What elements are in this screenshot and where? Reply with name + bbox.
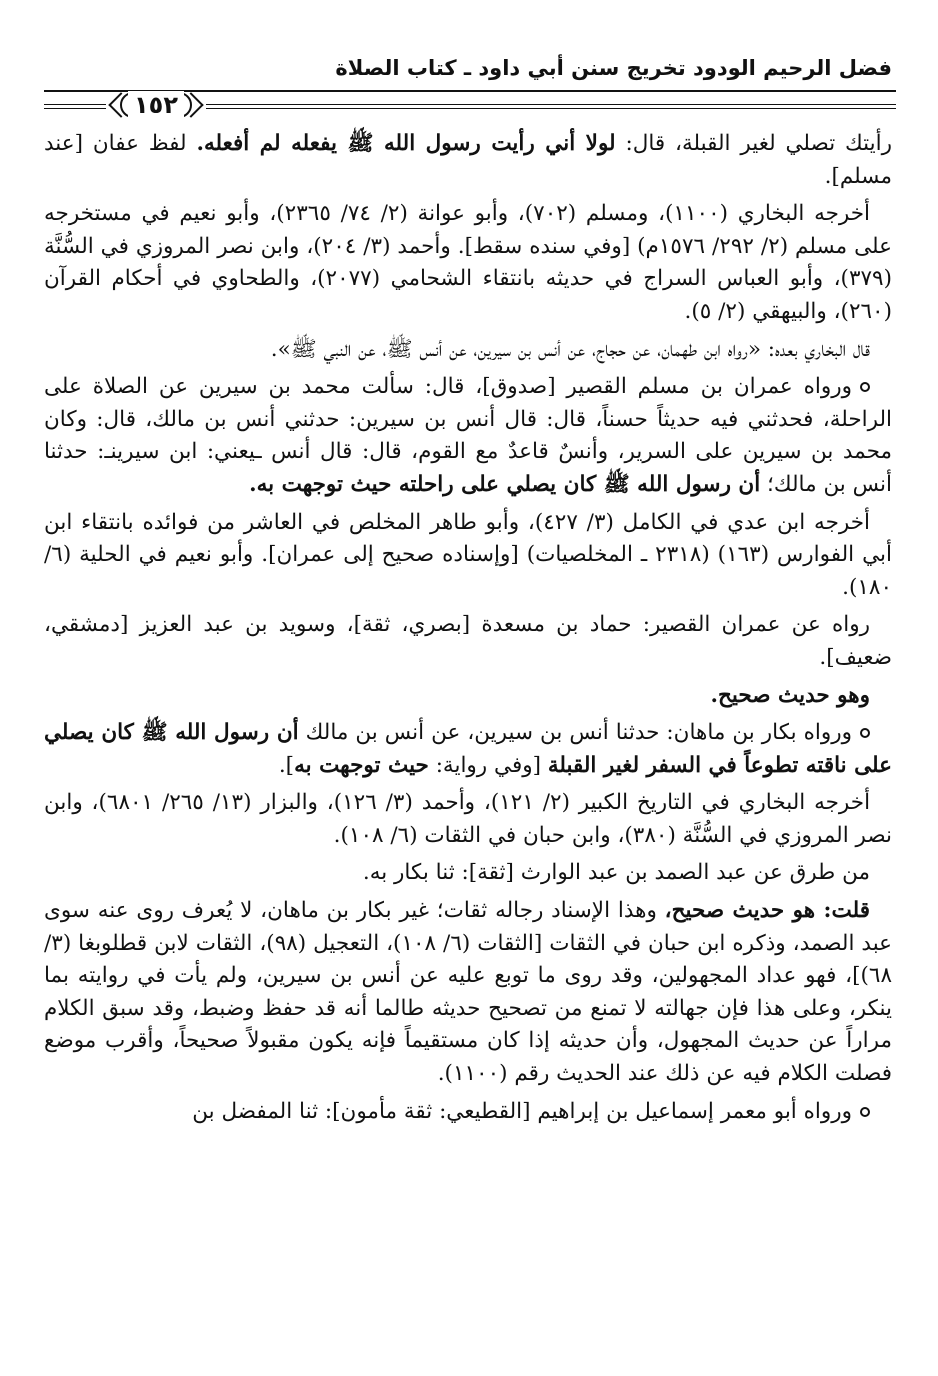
- document-page: [44, 0, 896, 1376]
- paragraph: [44, 717, 892, 782]
- paragraph: [44, 857, 892, 890]
- bold-text-segment: أن رسول الله ﷺ كان يصلي على راحلته حيث توجهت به.: [249, 471, 761, 497]
- text-segment: ].: [278, 752, 295, 778]
- text-segment: لفظ عفان [عند مسلم].: [44, 131, 892, 189]
- paragraph: [44, 680, 892, 713]
- header-rule-bottom-right: [206, 104, 896, 105]
- bold-text-segment: أن رسول الله ﷺ كان يصلي على ناقته تطوعاً في السفر لغير القبلة: [44, 720, 892, 778]
- paragraph: [44, 334, 892, 367]
- text-segment: رواه عن عمران القصير: حماد بن مسعدة [بصري، ثقة]، وسويد بن عبد العزيز [دمشقي، ضعيف].: [44, 612, 892, 670]
- header-rule-bottom-left-2: [44, 108, 106, 109]
- bold-text-segment: وهو حديث صحيح.: [710, 682, 870, 708]
- page-number: ١٥٢: [128, 91, 184, 119]
- text-segment: ورواه أبو معمر إسماعيل بن إبراهيم [القطيعي: ثقة مأمون]: ثنا المفضل بن: [192, 1098, 852, 1124]
- paragraph-bullet-icon: [860, 1107, 870, 1117]
- paragraph-bullet-icon: [860, 382, 870, 392]
- text-segment: من طرق عن عبد الصمد بن عبد الوارث [ثقة]: ثنا بكار به.: [362, 860, 870, 886]
- running-header: [44, 50, 896, 90]
- text-segment: ورواه بكار بن ماهان: حدثنا أنس بن سيرين، عن أنس بن مالك: [298, 720, 852, 746]
- paragraph: [44, 609, 892, 674]
- header-rule-bottom-right-2: [206, 108, 896, 109]
- paragraph: [44, 198, 892, 328]
- text-segment: قال البخاري بعده: «رواه ابن طهمان، عن حجاج، عن أنس بن سيرين، عن أنس ﷺ، عن النبي ﷺ».: [270, 336, 870, 362]
- bold-text-segment: حيث توجهت به: [294, 752, 429, 778]
- text-segment: أخرجه البخاري في التاريخ الكبير (٢/ ١٢١)، وأحمد (٣/ ١٢٦)، والبزار (١٣/ ٢٦٥/ ٦٨٠١)، وابن نصر المروزي في السُّنَّة (٣٨٠)، وابن حبان في الثقات (٦/ ١٠٨).: [44, 790, 892, 848]
- bold-text-segment: لولا أني رأيت رسول الله ﷺ يفعله لم أفعله.: [196, 131, 616, 156]
- text-segment: ورواه عمران بن مسلم القصير [صدوق]، قال: سألت محمد بن سيرين عن الصلاة على الراحلة، فحدثني فيه حديثاً حسناً، قال: قال أنس بن سيرين: حدثني أنس بن مالك، قال: وكان محمد بن سيرين على السرير، وأنسٌ قاعدٌ مع القوم، قال: قال أنس ـيعني: ابن سيرينـ: حدثنا أنس بن مالك؛: [44, 374, 892, 497]
- paragraph: [44, 1096, 892, 1129]
- paragraph: [44, 787, 892, 852]
- paragraph-bullet-icon: [860, 728, 870, 738]
- paragraph: [44, 128, 892, 193]
- header-rule-bottom-left: [44, 104, 106, 105]
- text-segment: أخرجه البخاري (١١٠٠)، ومسلم (٧٠٢)، وأبو عوانة (٢/ ٧٤/ ٢٣٦٥)، وأبو نعيم في مستخرجه على مسلم (٢/ ٢٩٢/ ١٥٧٦م) [وفي سنده سقط]. وأحمد (٣/ ٢٠٤)، وابن نصر المروزي في السُّنَّة (٣٧٩)، وأبو العباس السراج في حديثه بانتقاء الشحامي (٢٠٧٧)، والطحاوي في أحكام القرآن (٢٦٠)، والبيهقي (٢/ ٥).: [44, 201, 892, 324]
- text-segment: [وفي رواية:: [428, 752, 548, 778]
- text-segment: رأيتك تصلي لغير القبلة، قال:: [615, 131, 892, 156]
- paragraph: [44, 507, 892, 605]
- body-text: [44, 128, 892, 1133]
- paragraph: [44, 895, 892, 1091]
- bold-text-segment: قلت: هو حديث صحيح،: [664, 898, 870, 924]
- header-title: فضل الرحيم الودود تخريج سنن أبي داود ـ كتاب الصلاة: [335, 56, 892, 80]
- paragraph: [44, 371, 892, 501]
- page-number-ornament: [110, 88, 202, 122]
- text-segment: أخرجه ابن عدي في الكامل (٣/ ٤٢٧)، وأبو طاهر المخلص في العاشر من فوائده بانتقاء ابن أبي الفوارس (١٦٣) (٢٣١٨ ـ المخلصيات) [وإسناده صحيح إلى عمران]. وأبو نعيم في الحلية (٦/ ١٨٠).: [44, 509, 892, 600]
- text-segment: وهذا الإسناد رجاله ثقات؛ غير بكار بن ماهان، لا يُعرف روى عنه سوى عبد الصمد، وذكره ابن حبان في الثقات [الثقات (٦/ ١٠٨)، التعجيل (٩٨)، الثقات لابن قطلوبغا (٣/ ٦٨)]، فهو عداد المجهولين، وقد روى ما توبع عليه عن أنس بن سيرين، ولم يأت في روايته بما ينكر، وعلى هذا فإن جهالته لا تمنع من تصحيح حديثه طالما أنه قد حفظ وضبط، وقد سبق الكلام مراراً عن حديث المجهول، وأن حديثه إذا كان مستقيماً فإنه يكون مقبولاً صحيحاً، وأقرب موضع فصلت الكلام فيه عن ذلك عند الحديث رقم (١١٠٠).: [44, 898, 893, 1087]
